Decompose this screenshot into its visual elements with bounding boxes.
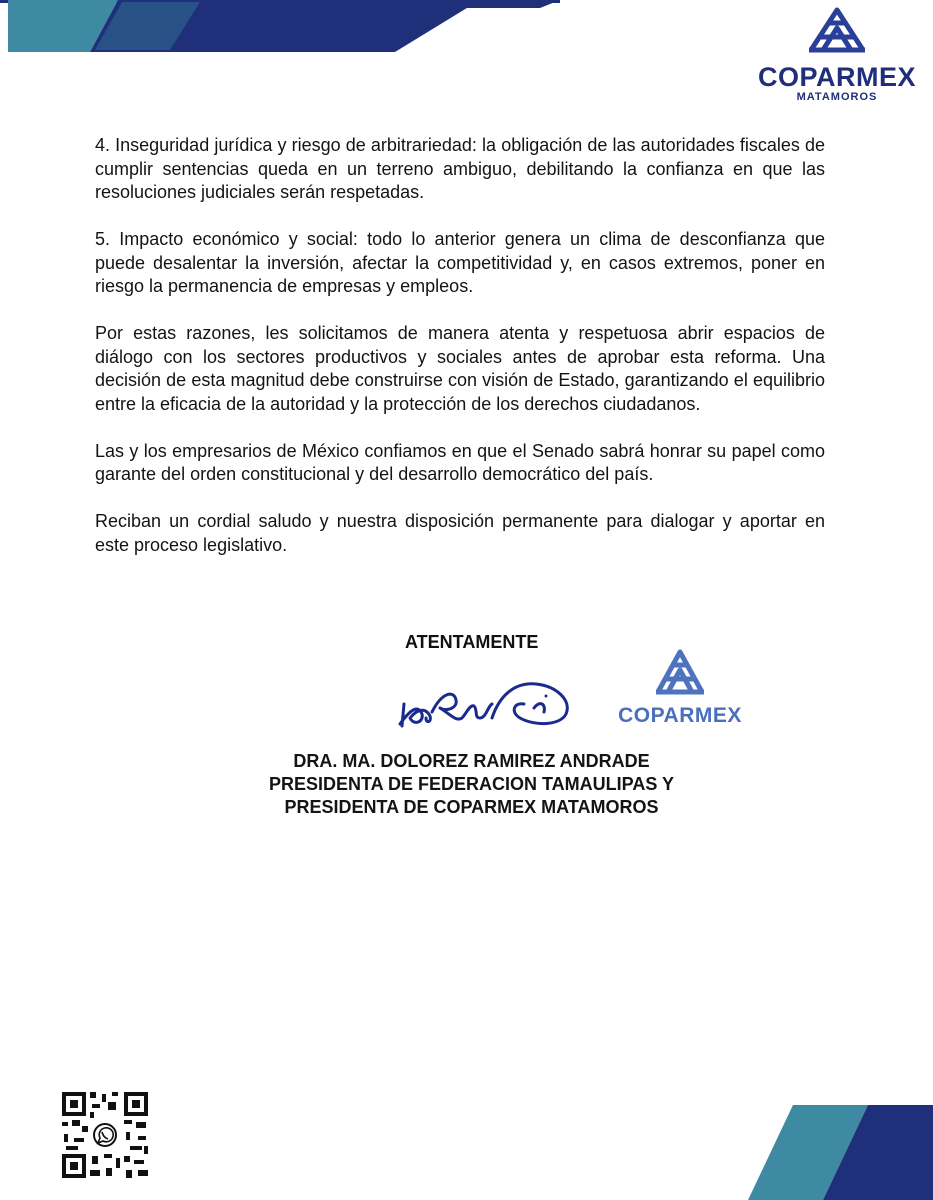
signer-name: DRA. MA. DOLOREZ RAMIREZ ANDRADE <box>293 751 650 771</box>
brand-city: MATAMOROS <box>796 91 878 103</box>
handwritten-signature <box>396 674 578 730</box>
coparmex-stamp <box>600 646 760 727</box>
letter-body <box>95 134 825 581</box>
coparmex-emblem-icon <box>805 4 869 56</box>
signer-title: PRESIDENTA DE FEDERACION TAMAULIPAS Y <box>268 774 675 794</box>
signer-title: PRESIDENTA DE COPARMEX MATAMOROS <box>284 797 659 817</box>
stamp-brand-name: COPARMEX <box>618 704 742 727</box>
paragraph: Reciban un cordial saludo y nuestra disposición permanente para dialogar y aportar en este proceso legislativo. <box>95 511 825 555</box>
brand-name: COPARMEX <box>757 62 916 92</box>
footer-band <box>733 1105 933 1200</box>
coparmex-stamp-emblem-icon <box>653 646 707 698</box>
qr-code-icon <box>60 1090 150 1180</box>
paragraph: 5. Impacto económico y social: todo lo anterior genera un clima de desconfianza que puede desalentar la inversión, afectar la competitividad y, en casos extremos, poner en riesgo la permanencia de empresas y empleos. <box>95 229 825 296</box>
paragraph: 4. Inseguridad jurídica y riesgo de arbitrariedad: la obligación de las autoridades fiscales de cumplir sentencias queda en un terreno ambiguo, debilitando la confianza en que las resoluciones judiciales serán respetadas. <box>95 135 825 202</box>
closing-label: ATENTAMENTE <box>405 632 539 652</box>
signer-block <box>0 750 933 819</box>
paragraph: Por estas razones, les solicitamos de manera atenta y respetuosa abrir espacios de diálogo con los sectores productivos y sociales antes de aprobar esta reforma. Una decisión de esta magnitud debe construirse con visión de Estado, garantizando el equilibrio entre la eficacia de la autoridad y la protección de los derechos ciudadanos. <box>95 323 825 414</box>
paragraph: Las y los empresarios de México confiamos en que el Senado sabrá honrar su papel como garante del orden constitucional y del desarrollo democrático del país. <box>95 440 825 484</box>
coparmex-logo <box>752 4 922 104</box>
